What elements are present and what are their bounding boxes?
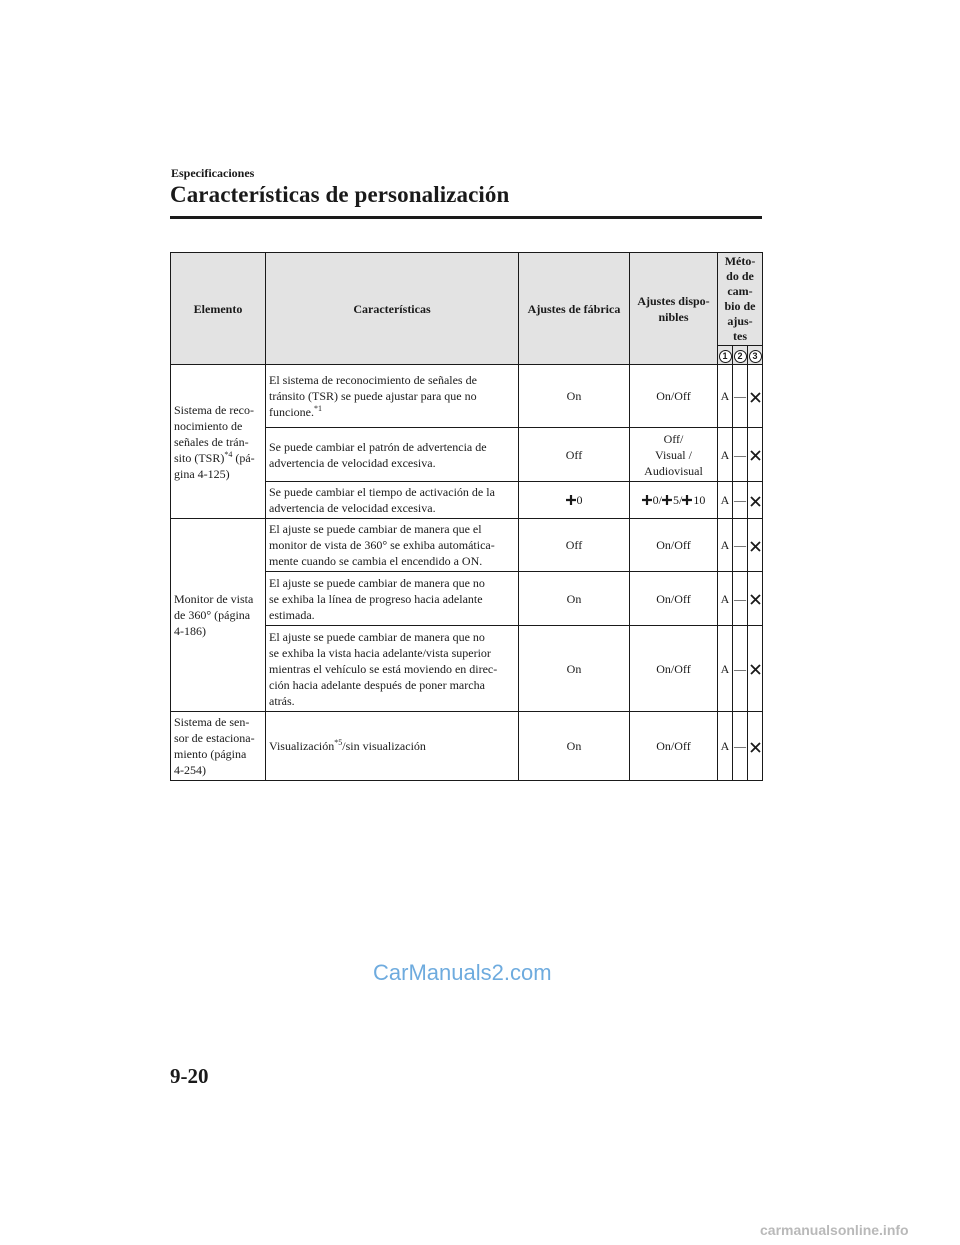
page-number: 9-20 [170, 1064, 209, 1088]
elemento-parking-sensor: Sistema de sen- sor de estaciona- miento (página 4-254) [171, 712, 266, 781]
customization-table [170, 252, 763, 781]
elemento-tsr: Sistema de reco- nocimiento de señales de trán- sito (TSR)$^{*4}$ (pá- gina 4-125) [171, 365, 266, 519]
title-divider [170, 216, 762, 219]
fabrica-cell: On [519, 626, 630, 712]
header-elemento: Elemento [171, 253, 266, 365]
caracteristica-cell: Visualización$^{*5}$/sin visualización [266, 712, 519, 781]
fabrica-cell: On [519, 572, 630, 626]
disponibles-cell: On/Off [630, 519, 718, 572]
method-2-cell: — [733, 572, 748, 626]
fabrica-cell: On [519, 365, 630, 428]
method-2-cell: — [733, 365, 748, 428]
method-2-cell: — [733, 519, 748, 572]
watermark-center[interactable]: CarManuals2.com [373, 960, 552, 985]
circled-number-1-icon: 1 [719, 350, 732, 363]
method-2-cell: — [733, 482, 748, 519]
disponibles-cell: On/Off [630, 712, 718, 781]
plus-icon [566, 495, 576, 505]
caracteristica-cell: El ajuste se puede cambiar de manera que no se exhiba la vista hacia adelante/vista superior mientras el vehículo se está moviendo en direc- ción hacia adelante después de poner marcha atrás. [266, 626, 519, 712]
method-3-cell [748, 482, 763, 519]
page-title: Características de personalización [170, 182, 510, 207]
circled-number-3-icon: 3 [749, 350, 762, 363]
fabrica-cell: 0 [519, 482, 630, 519]
x-mark-icon [750, 496, 761, 507]
watermark-bottom[interactable]: carmanualsonline.info [760, 1222, 909, 1238]
method-2-cell: — [733, 626, 748, 712]
caracteristica-cell: El ajuste se puede cambiar de manera que el monitor de vista de 360° se exhiba automática- mente cuando se cambia el encendido a ON. [266, 519, 519, 572]
table-row [171, 365, 763, 428]
method-1-cell: A [718, 365, 733, 428]
disponibles-cell: 0/ 5/ 10 [630, 482, 718, 519]
header-disponibles: Ajustes dispo- nibles [630, 253, 718, 365]
plus-icon [642, 495, 652, 505]
method-col-2 [733, 346, 748, 365]
method-col-1 [718, 346, 733, 365]
x-mark-icon [750, 664, 761, 675]
method-3-cell [748, 519, 763, 572]
method-1-cell: A [718, 519, 733, 572]
caracteristica-cell: El ajuste se puede cambiar de manera que no se exhiba la línea de progreso hacia adelante estimada. [266, 572, 519, 626]
caracteristica-cell: Se puede cambiar el patrón de advertencia de advertencia de velocidad excesiva. [266, 428, 519, 482]
disponibles-cell: On/Off [630, 626, 718, 712]
method-1-cell: A [718, 712, 733, 781]
x-mark-icon [750, 541, 761, 552]
x-mark-icon [750, 392, 761, 403]
method-col-3 [748, 346, 763, 365]
table-header-row [171, 253, 763, 346]
header-fabrica: Ajustes de fábrica [519, 253, 630, 365]
fabrica-cell: Off [519, 519, 630, 572]
method-1-cell: A [718, 482, 733, 519]
disponibles-cell: On/Off [630, 572, 718, 626]
method-2-cell: — [733, 712, 748, 781]
header-metodo: Méto- do de cam- bio de ajus- tes [718, 253, 763, 346]
disponibles-cell: Off/ Visual / Audiovisual [630, 428, 718, 482]
x-mark-icon [750, 450, 761, 461]
header-caracteristicas: Características [266, 253, 519, 365]
table-row [171, 519, 763, 572]
disponibles-cell: On/Off [630, 365, 718, 428]
plus-icon [682, 495, 692, 505]
elemento-monitor-360: Monitor de vista de 360° (página 4-186) [171, 519, 266, 712]
method-1-cell: A [718, 428, 733, 482]
section-label: Especificaciones [171, 166, 255, 180]
plus-icon [662, 495, 672, 505]
method-3-cell [748, 365, 763, 428]
table-row [171, 712, 763, 781]
method-3-cell [748, 626, 763, 712]
caracteristica-cell: Se puede cambiar el tiempo de activación de la advertencia de velocidad excesiva. [266, 482, 519, 519]
x-mark-icon [750, 594, 761, 605]
method-1-cell: A [718, 572, 733, 626]
method-3-cell [748, 428, 763, 482]
fabrica-cell: Off [519, 428, 630, 482]
caracteristica-cell: El sistema de reconocimiento de señales de tránsito (TSR) se puede ajustar para que no funcione.$^{*1}$ [266, 365, 519, 428]
x-mark-icon [750, 742, 761, 753]
fabrica-cell: On [519, 712, 630, 781]
method-1-cell: A [718, 626, 733, 712]
method-3-cell [748, 712, 763, 781]
circled-number-2-icon: 2 [734, 350, 747, 363]
method-3-cell [748, 572, 763, 626]
method-2-cell: — [733, 428, 748, 482]
